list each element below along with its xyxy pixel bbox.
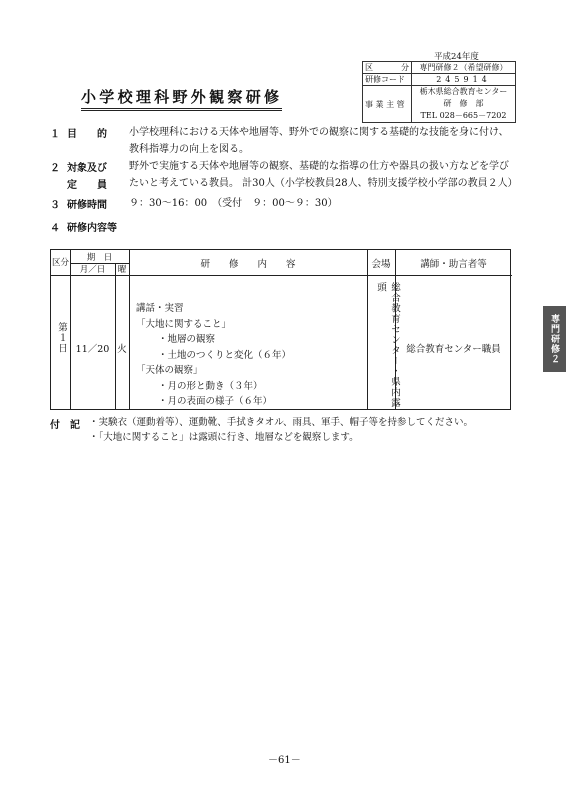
host-line-2: 研 修 部 xyxy=(443,99,484,108)
page-number: －61－ xyxy=(268,755,301,766)
row-venue: 総合教育センター・県内露頭 xyxy=(375,282,400,408)
header-venue: 会場 xyxy=(371,259,391,270)
content-line: 「大地に関すること」 xyxy=(136,318,232,330)
content-line: ・地層の観察 xyxy=(158,334,216,345)
host-phone: TEL 028－665－7202 xyxy=(420,111,507,120)
section-2-label-line-2: 定 員 xyxy=(67,180,107,191)
section-3-label: 研修時間 xyxy=(67,200,107,211)
header-kijitsu: 期 日 xyxy=(86,253,113,263)
code-label: 研修コード xyxy=(363,74,412,86)
section-3-number: ３ xyxy=(50,200,60,211)
section-side-tab: 専門研修２ xyxy=(543,306,566,372)
section-4-label: 研修内容等 xyxy=(67,223,117,234)
row-instructor: 総合教育センター職員 xyxy=(406,344,501,355)
section-3-text: ９：30～16：00 （受付 ９：00～９：30） xyxy=(129,198,338,209)
section-2-label-line-1: 対象及び xyxy=(67,163,107,174)
section-4-number: ４ xyxy=(50,223,60,234)
content-line: 「天体の観察」 xyxy=(136,365,203,376)
course-code: 245914 xyxy=(412,74,516,86)
section-2-text-line-1: 野外で実施する天体や地層等の観察、基礎的な指導の仕方や器具の扱い方などを学び xyxy=(129,161,509,172)
row-weekday: 火 xyxy=(117,344,127,355)
content-line: ・月の表面の様子（６年） xyxy=(158,396,273,407)
header-content: 研 修 内 容 xyxy=(200,259,296,270)
course-info-box xyxy=(362,61,516,123)
notes-line-1: ・実験衣（運動着等）、運動靴、手拭きタオル、雨具、軍手、帽子等を持参してください。 xyxy=(89,417,473,428)
content-line: ・月の形と動き（３年） xyxy=(158,380,263,392)
section-1-text-line-2: 教科指導力の向上を図る。 xyxy=(129,144,249,155)
header-month-day: 月／日 xyxy=(79,265,106,275)
header-kubun: 区分 xyxy=(51,258,69,268)
content-line: 講話・実習 xyxy=(136,303,184,314)
section-1-label: 目 的 xyxy=(67,129,107,140)
page-title: 小学校理科野外観察研修 xyxy=(81,86,282,111)
host-organization xyxy=(412,86,516,123)
host-label: 事 業 主 管 xyxy=(363,86,412,123)
schedule-table xyxy=(50,249,511,410)
category-label: 区 分 xyxy=(363,62,412,74)
notes-label: 付 記 xyxy=(50,420,80,431)
section-1-text-line-1: 小学校理科における天体や地層等、野外での観察に関する基礎的な技能を身に付け、 xyxy=(129,127,509,138)
row-kubun: 第１日 xyxy=(56,322,67,354)
notes-line-2: ・「大地に関すること」は露頭に行き、地層などを観察します。 xyxy=(89,432,359,443)
header-weekday: 曜 xyxy=(117,265,127,275)
section-2-number: ２ xyxy=(50,163,60,174)
fiscal-year: 平成24年度 xyxy=(434,52,479,62)
row-date: 11／20 xyxy=(75,344,110,355)
content-line: ・土地のつくりと変化（６年） xyxy=(158,349,292,361)
section-2-text-line-2: たいと考えている教員。 計30人（小学校教員28人、特別支援学校小学部の教員２人） xyxy=(129,178,518,189)
category-value: 専門研修２（希望研修） xyxy=(412,62,516,74)
header-instructor: 講師・助言者等 xyxy=(420,259,487,270)
row-content xyxy=(136,301,291,410)
host-line-1: 栃木県総合教育センター xyxy=(419,87,508,96)
section-1-number: １ xyxy=(50,129,60,140)
